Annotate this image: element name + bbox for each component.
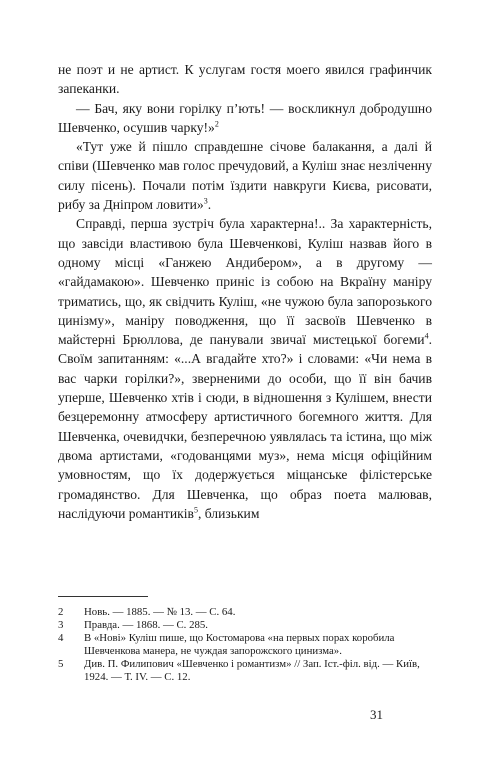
paragraph-1: не поэт и не артист. К услугам гостя моего явился графинчик запеканки. [58, 62, 432, 97]
footnote-divider [58, 596, 148, 597]
paragraph-4-text-b: . Своїм запитанням: «...А вгадайте хто?» і словами: «Чи нема в вас чарки горілки?», зверненими до особи, що її він бачив уперше, Шевченко хтів і сюди, в відношення з Кулішем, внести безцеремонну атмосферу артистичного богемного життя. Для Шевченка, очевидчки, безперечною уявлялась та істина, що між двома артистами, «годованцями муз», нема місця офіційним умовностям, що їх додержується міщанське філістерське громадянство. Для Шевченка, що образ поета малював, наслідуючи романтиків [58, 332, 432, 521]
footnote-3 [58, 619, 432, 632]
paragraph-3-text: «Тут уже й пішло справдешне січове балакання, а далі й співи (Шевченко мав голос пречудовий, а Куліш знає незліченну силу пісень). Почали потім їздити навкруги Києва, рисовати, рибу за Дніпром ловити» [58, 139, 432, 213]
footnotes [58, 606, 432, 684]
footnote-number: 4 [58, 632, 64, 644]
footnote-ref-3: 3 [203, 196, 208, 206]
footnote-ref-4: 4 [424, 331, 429, 341]
footnote-number: 2 [58, 606, 64, 618]
footnote-text: Див. П. Филипович «Шевченко і романтизм» // Зап. Іст.-філ. від. — Київ, 1924. — Т. IV. — С. 12. [84, 658, 420, 683]
page-body [58, 60, 432, 523]
footnote-ref-2: 2 [214, 119, 219, 129]
footnote-5 [58, 658, 432, 684]
footnote-text: Новь. — 1885. — № 13. — С. 64. [84, 606, 236, 618]
paragraph-2 [58, 99, 432, 138]
footnote-4 [58, 632, 432, 658]
paragraph-4 [58, 214, 432, 523]
footnote-text: Правда. — 1868. — С. 285. [84, 619, 208, 631]
paragraph-3: «Тут уже й пішло справдешне січове балакання, а далі й співи (Шевченко мав голос пречудовий, а Куліш знає незліченну силу пісень). Почали потім їздити навкруги Києва, рисовати, рибу за Дніпром ловити»$^3$. [58, 139, 432, 213]
paragraph-4-text-c: , близьким [197, 505, 260, 521]
footnote-text: В «Нові» Куліш пише, що Костомарова «на первых порах коробила Шевченкова манера, не чуждая запорожского цинизма». [84, 632, 395, 657]
footnote-2 [58, 606, 432, 619]
paragraph-4-text-a: Справді, перша зустріч була характерна!.. За характерність, що завсіди властивою була Шевченкові, Куліш назвав його в одному місці «Ганжею Андибером», а в другому — «гайдамакою». Шевченко приніс із собою на Вкраїну маніру триматись, що, як свідчить Куліш, «не чужою була запорозького цинізму», маніру поводження, що її засвоїв Шевченко в майстерні Брюллова, де панували звичаї мистецької богеми [58, 216, 432, 348]
page-number: 31 [370, 707, 383, 722]
footnote-number: 5 [58, 658, 64, 670]
main-text [58, 60, 432, 523]
footnote-ref-5: 5 [193, 505, 198, 515]
paragraph-2-text: — Бач, яку вони горілку п’ють! — воскликнул добродушно Шевченко, осушив чарку!» [58, 100, 432, 135]
footnote-number: 3 [58, 619, 64, 631]
